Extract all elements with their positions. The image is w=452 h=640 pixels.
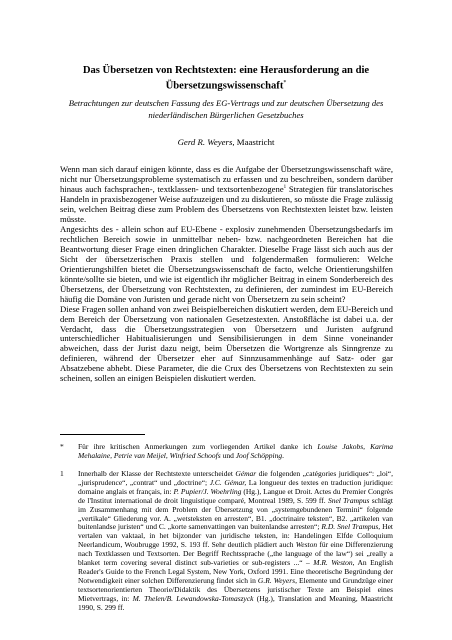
fn2-weston: Weston <box>295 540 318 550</box>
paper-title <box>60 64 392 93</box>
fn2-text-d: (Hg.), Langue et Droit. Actes du Premier Congrès de l'Institut international de droit linguistique comparé, Montreal 1989, S. 599 ff. <box>78 486 394 505</box>
fn1-text-b: und <box>220 450 236 460</box>
footnote-ref-1: 1 <box>283 185 287 191</box>
title-footnote-mark: * <box>283 80 287 86</box>
paper-title-text: Das Übersetzen von Rechtstexten: eine Herausforderung an die Übersetzungswissenschaft <box>82 65 370 92</box>
fn1-text-a: Für ihre kritischen Anmerkungen zum vorliegenden Artikel danke ich <box>78 442 318 451</box>
paragraph-1 <box>60 165 393 225</box>
fn2-weyers: G.R. Weyers <box>257 575 296 585</box>
fn2-snel: Snel Trampus <box>327 495 370 505</box>
paragraph-1-part-b: Strategien für translatorisches Handeln in praxisbezogener Weise aufzuzeigen und zu diskutieren, so müsste die Frage zulässig sein, welchen Beitrag diese zum Problem des Übersetzens von Rechtstexten leistet bzw. leisten müsste. <box>60 183 393 224</box>
author-name: Gerd R. Weyers <box>177 137 233 147</box>
fn1-text-d: . <box>282 450 285 460</box>
body-text <box>60 165 393 384</box>
fn2-text-g: für eine Differenzierung nach Textklassen und Textsorten. Der Begriff Rechtssprache („the language of the law“) sei „really a blanket term covering several distinct sub-varieties or sub-registers ...“ – <box>78 540 393 568</box>
footnote-star-mark: * <box>60 442 64 451</box>
fn2-weston-ref: M.R. Weston <box>313 558 353 568</box>
fn2-text-j: (Hg.), Translation and Meaning, Maastricht 1990, S. 299 ff. <box>78 593 393 612</box>
fn2-gemar: Gémar <box>235 469 257 478</box>
paragraph-1-part-a: Wenn man sich darauf einigen könnte, dass es die Aufgabe der Übersetzungswissenschaft wäre, nicht nur Übersetzungsprobleme systematisch zu erfassen und zu beschreiben, sondern darüber hinaus auch fachsprachen-, textklassen- und textsortenbezogene <box>60 164 393 194</box>
author-line <box>60 137 392 148</box>
footnote-star <box>60 443 393 461</box>
fn1-name-last: Joof Schöpping <box>235 450 283 460</box>
footnote-1 <box>60 470 393 613</box>
fn2-text-i: , Elemente und Grundzüge einer textsortenorientierten Theorie/Didaktik des Übersetzens juristischer Texte am Beispiel eines Mietvertrags, in: <box>78 575 393 603</box>
paper-subtitle: Betrachtungen zur deutschen Fassung des EG-Vertrags und zur deutschen Übersetzung des niederländischen Bürgerlichen Gesetzbuches <box>68 98 384 120</box>
fn2-text-c: La longueur des textes en traduction juridique: domaine anglais et français, in: <box>78 477 393 496</box>
footnote-1-text <box>78 470 393 613</box>
footnote-star-text <box>78 443 393 461</box>
fn2-thelen: M. Thelen/B. Lewandowska-Tomaszyck <box>132 593 254 603</box>
fn2-text-e: schlägt im Zusammenhang mit dem Problem der Übersetzung von „systemgebundenen Termini“ folgende „vertikale“ Gliederung vor. A. „wetsteksten en arresten“, B1. „doctrinaire teksten“, B2. „artikelen van buitenlandse juristen“ und C. „korte samenvattingen van buitenlandse arresten“; <box>78 495 393 532</box>
footnote-1-mark: 1 <box>60 469 64 478</box>
paragraph-2: Angesichts des - allein schon auf EU-Ebene - explosiv zunehmenden Übersetzungsbedarfs im rechtlichen Bereich sowie in unmittelbar neben- bzw. nachgeordneten Bereichen hat die Beantwortung dieser Frage einen dringlichen Charakter. Dieselbe Frage lässt sich auch aus der Sicht der übersetzerischen Praxis stellen und folgendermaßen formulieren: Welche Orientierungshilfen bietet die Übersetzungswissenschaft de facto, welche Orientierungshilfen könnte/sollte sie bieten, und wie ist eigentlich ihr möglicher Beitrag in einem Sonderbereich des Übersetzens, der Übersetzung von Rechtstexten, zu definieren, der zumindest im EU-Bereich häufig die Domäne von Juristen und gerade nicht von Übersetzern zu sein scheint? <box>60 223 393 304</box>
paragraph-3: Diese Fragen sollen anhand von zwei Beispielbereichen diskutiert werden, dem EU-Bereich und dem Bereich der Übersetzung von nationalen Gesetzestexten. Anstoßfläche ist dabei u.a. der Verdacht, dass die Übersetzungsstrategien von Übersetzern und Juristen aufgrund unterschiedlicher Habitualisierungen und Sensibilisierungen in dem Sinne voneinander abweichen, dass der Jurist dazu neigt, beim Übersetzen die Wortgrenze als Sinngrenze zu definieren, während der Übersetzer eher auf Sinnzusammenhänge auf Satz- oder gar Absatzebene abhebt. Diese Parameter, die die Crux des Übersetzens von Rechtstexten zu sein scheinen, sollen an einigen Beispielen diskutiert werden. <box>60 303 393 384</box>
fn2-text-b: die folgenden „catégories juridiques“: „loi“, „jurisprudence“, „contrat“ und „doctrine“; <box>78 469 393 487</box>
fn2-pupier: P. Pupier/J. Woehrling <box>173 486 242 496</box>
fn1-names: Louise Jakobs, Karima Mehalaine, Petrie van Meijel, Winfried Schoofs <box>78 442 393 460</box>
fn2-snel-ref: R.D. Snel Trampus <box>321 522 379 532</box>
fn2-text-h: , An English Reader's Guide to the French Legal System, New York, Oxford 1991. Eine theoretische Begründung der Notwendigkeit einer solchen Differenzierung findet sich in <box>78 558 393 585</box>
fn2-gemar-ref: J.C. Gémar, <box>209 477 247 487</box>
author-affiliation: , Maastricht <box>232 137 275 147</box>
fn2-text-a: Innerhalb der Klasse der Rechtstexte unterscheidet <box>78 469 236 478</box>
footnote-separator <box>60 434 145 435</box>
fn2-text-f: , Het vertalen van vaktaal, in het bijzonder van juridische teksten, in: Handelingen Elfde Colloquium Neerlandicum, Woubrugge 1992, S. 193 ff. Sehr deutlich plädiert auch <box>78 522 393 550</box>
